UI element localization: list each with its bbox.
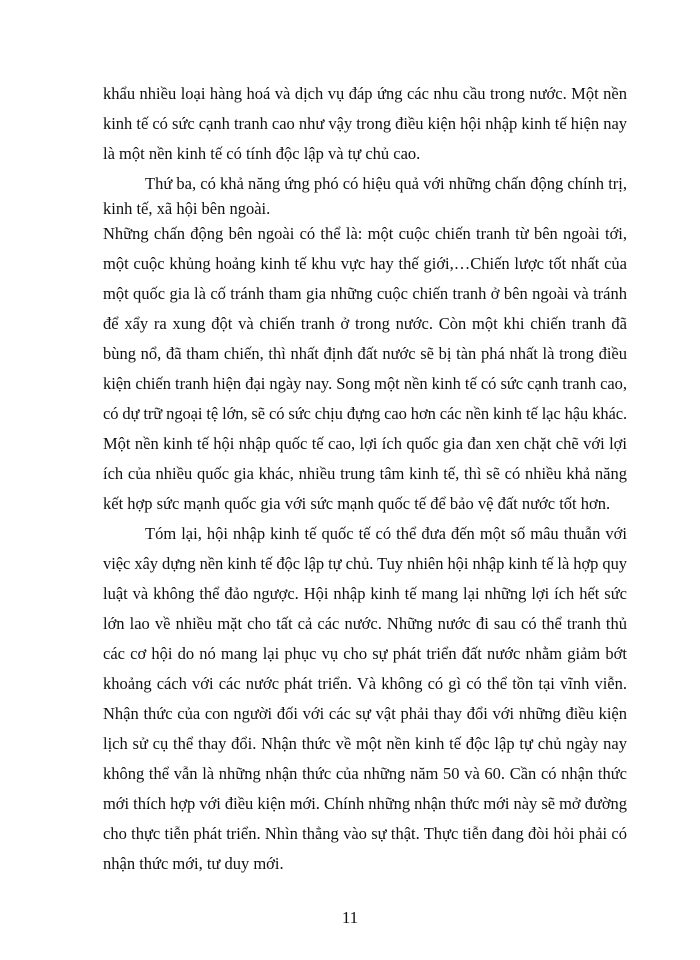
text-line: luật và không thể đảo ngược. Hội nhập kinh tế mang lại những lợi ích hết sức xyxy=(103,584,627,603)
text-line: ích của nhiều quốc gia khác, nhiều trung tâm kinh tế, thì sẽ có nhiều khả năng xyxy=(103,464,627,483)
text-line: Tóm lại, hội nhập kinh tế quốc tế có thể đưa đến một số mâu thuẫn với xyxy=(145,524,627,543)
text-line: kiện chiến tranh hiện đại ngày nay. Song một nền kinh tế có sức cạnh tranh cao, xyxy=(103,374,627,393)
text-line: các cơ hội do nó mang lại phục vụ cho sự phát triển đất nước nhằm giảm bớt xyxy=(103,644,627,663)
page-number: 11 xyxy=(341,908,359,927)
text-line: Nhận thức của con người đối với các sự vật phải thay đổi với những điều kiện xyxy=(103,704,627,723)
text-line: kinh tế, xã hội bên ngoài. xyxy=(103,199,271,218)
text-line: khẩu nhiều loại hàng hoá và dịch vụ đáp ứng các nhu cầu trong nước. Một nền xyxy=(103,84,627,103)
text-line: kinh tế có sức cạnh tranh cao như vậy trong điều kiện hội nhập kinh tế hiện nay xyxy=(103,114,627,133)
text-line: cho thực tiễn phát triển. Nhìn thẳng vào sự thật. Thực tiễn đang đòi hỏi phải có xyxy=(103,824,627,843)
text-line: kết hợp sức mạnh quốc gia với sức mạnh quốc tế để bảo vệ đất nước tốt hơn. xyxy=(103,494,611,513)
text-line: Những chấn động bên ngoài có thể là: một cuộc chiến tranh từ bên ngoài tới, xyxy=(103,224,627,243)
text-line: mới thích hợp với điều kiện mới. Chính những nhận thức mới này sẽ mở đường xyxy=(103,794,627,813)
text-line: việc xây dựng nền kinh tế độc lập tự chủ. Tuy nhiên hội nhập kinh tế là hợp quy xyxy=(103,554,627,573)
text-line: Thứ ba, có khả năng ứng phó có hiệu quả với những chấn động chính trị, xyxy=(145,174,627,193)
text-line: là một nền kinh tế có tính độc lập và tự chủ cao. xyxy=(103,144,421,163)
text-line: lịch sử cụ thể thay đổi. Nhận thức về một nền kinh tế độc lập tự chủ ngày nay xyxy=(103,734,627,753)
text-line: không thể vẫn là những nhận thức của những năm 50 và 60. Cần có nhận thức xyxy=(103,764,627,783)
text-line: một cuộc khủng hoảng kinh tế khu vực hay thế giới,…Chiến lược tốt nhất của xyxy=(103,254,627,273)
text-line: Một nền kinh tế hội nhập quốc tế cao, lợi ích quốc gia đan xen chặt chẽ với lợi xyxy=(103,434,627,453)
text-line: khoảng cách với các nước phát triển. Và không có gì có thể tồn tại vĩnh viễn. xyxy=(103,674,627,693)
text-line: một quốc gia là cố tránh tham gia những cuộc chiến tranh ở bên ngoài và tránh xyxy=(103,284,627,303)
text-line: lớn lao về nhiều mặt cho tất cả các nước. Những nước đi sau có thể tranh thủ xyxy=(103,614,627,633)
text-line: nhận thức mới, tư duy mới. xyxy=(103,854,284,873)
text-line: có dự trữ ngoại tệ lớn, sẽ có sức chịu đựng cao hơn các nền kinh tế lạc hậu khác. xyxy=(103,404,627,423)
text-line: bùng nổ, đã tham chiến, thì nhất định đất nước sẽ bị tàn phá nhất là trong điều xyxy=(103,344,627,363)
text-line: để xẩy ra xung đột và chiến tranh ở trong nước. Còn một khi chiến tranh đã xyxy=(103,314,627,333)
